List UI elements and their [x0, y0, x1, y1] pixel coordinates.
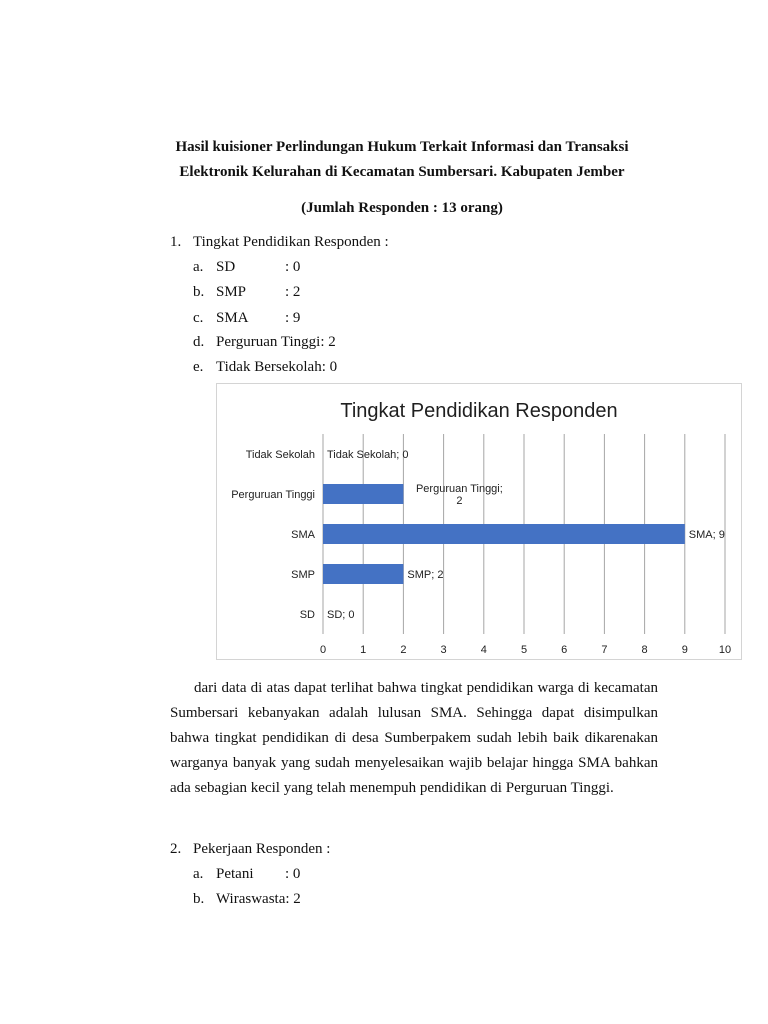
chart-x-tick-label: 4 [480, 644, 487, 656]
list-item-letter: d. [193, 334, 205, 350]
chart-title: Tingkat Pendidikan Responden [340, 400, 618, 422]
chart-x-tick-label: 0 [319, 644, 327, 656]
list-item-value: : 0 [285, 259, 301, 275]
list-item-value: : 0 [285, 866, 301, 882]
section-2-title: Pekerjaan Responden : [193, 841, 331, 857]
list-item-label: Petani [216, 866, 254, 882]
list-item-label: SMP [216, 284, 247, 300]
chart-bars [323, 484, 685, 584]
chart-data-label: Perguruan Tinggi; 2 [415, 483, 503, 507]
list-item-label: Wiraswasta: 2 [216, 891, 301, 907]
chart-x-tick-label: 5 [520, 644, 528, 656]
list-item-label: Tidak Bersekolah: 0 [216, 359, 338, 375]
chart-x-tick-label: 1 [360, 644, 367, 656]
chart-category-label: SMP [291, 569, 315, 581]
chart-category-label: Tidak Sekolah [245, 449, 315, 461]
section-1-number: 1. [170, 234, 182, 250]
chart-x-tick-label: 10 [718, 644, 732, 656]
chart-category-label: SMA [291, 529, 315, 541]
list-item-letter: b. [193, 284, 205, 300]
list-item-letter: a. [193, 259, 204, 275]
education-bar-chart [216, 383, 742, 660]
chart-data-label: SMP; 2 [407, 569, 444, 581]
list-item-value: : 2 [285, 284, 301, 300]
list-item-label: SMA [216, 310, 249, 326]
chart-bar [323, 484, 403, 504]
chart-x-tick-labels [320, 644, 731, 656]
chart-svg [217, 384, 741, 659]
chart-x-tick-label: 9 [681, 644, 688, 656]
list-item-value: : 9 [285, 310, 301, 326]
chart-category-labels [231, 449, 315, 621]
chart-x-tick-label: 6 [561, 644, 568, 656]
list-item-label: Perguruan Tinggi: 2 [216, 334, 336, 350]
chart-x-tick-label: 7 [601, 644, 608, 656]
list-item-letter: b. [193, 891, 205, 907]
respondent-count: (Jumlah Responden : 13 orang) [301, 200, 503, 216]
chart-data-label: SMA; 9 [688, 529, 725, 541]
chart-category-label: Perguruan Tinggi [231, 489, 315, 501]
chart-data-label: SD; 0 [327, 609, 355, 621]
chart-category-label: SD [299, 609, 315, 621]
list-item-label: SD [216, 259, 236, 275]
analysis-paragraph: dari data di atas dapat terlihat bahwa tingkat pendidikan warga di kecamatan Sumbersari kebanyakan adalah lulusan SMA. Sehingga dapat disimpulkan bahwa tingkat pendidikan di desa Sumberpakem sudah lebih baik dikarenakan warganya banyak yang sudah menyelesaikan wajib belajar hingga SMA bahkan ada sebagian kecil yang telah menempuh pendidikan di Perguruan Tinggi. [170, 680, 658, 796]
list-item-letter: a. [193, 866, 204, 882]
chart-x-tick-label: 2 [400, 644, 407, 656]
section-2-number: 2. [170, 841, 182, 857]
section-1-title: Tingkat Pendidikan Responden : [193, 234, 389, 250]
chart-data-label: Tidak Sekolah; 0 [327, 449, 409, 461]
list-item-letter: c. [193, 310, 204, 326]
chart-x-tick-label: 3 [440, 644, 447, 656]
chart-bar [323, 564, 403, 584]
document-title-line-1: Hasil kuisioner Perlindungan Hukum Terkait Informasi dan Transaksi [175, 139, 629, 155]
document-title-line-2: Elektronik Kelurahan di Kecamatan Sumbersari. Kabupaten Jember [179, 164, 625, 180]
chart-bar [323, 524, 685, 544]
chart-x-tick-label: 8 [641, 644, 648, 656]
list-item-letter: e. [193, 359, 204, 375]
